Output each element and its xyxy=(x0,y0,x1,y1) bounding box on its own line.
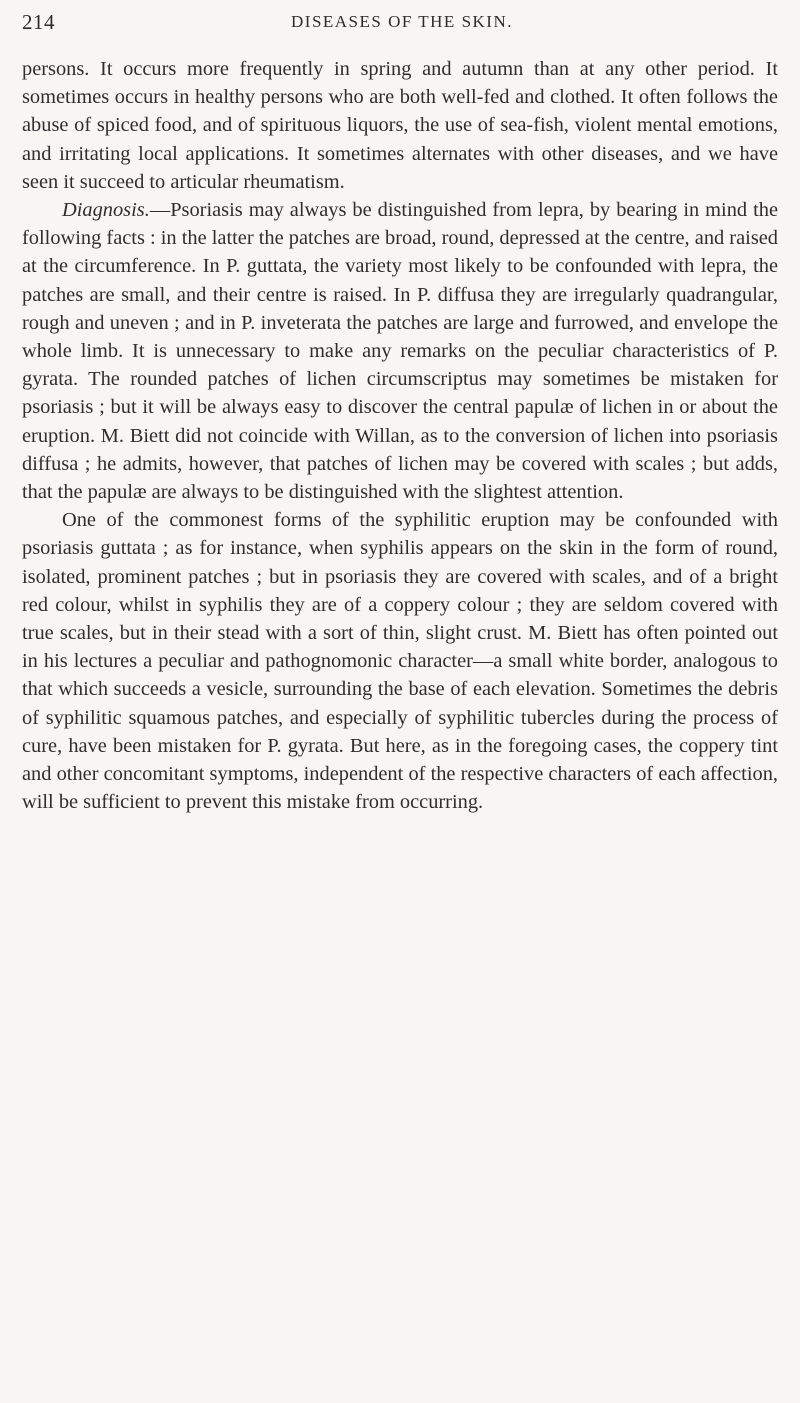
diagnosis-heading: Diagnosis. xyxy=(62,199,150,222)
paragraph-1-text: persons. It occurs more frequently in spring and autumn than at any other period. It sometimes occurs in healthy persons who are both well-fed and clothed. It often follows the abuse of spiced food, and of spirituous liquors, the use of sea-fish, violent mental emotions, and irritating local applications. It sometimes alternates with other diseases, and we have seen it succeed to articular rheumatism. xyxy=(22,58,778,193)
paragraph-diagnosis xyxy=(22,196,778,506)
page-header xyxy=(22,10,782,44)
running-title: DISEASES OF THE SKIN. xyxy=(291,12,513,31)
paragraph-1 xyxy=(22,55,778,196)
paragraph-3 xyxy=(22,506,778,816)
paragraph-3-text: One of the commonest forms of the syphilitic eruption may be confounded with psoriasis guttata ; as for instance, when syphilis appears on the skin in the form of round, isolated, prominent patches ; but in psoriasis they are covered with scales, and of a bright red colour, whilst in syphilis they are of a coppery colour ; they are seldom covered with true scales, but in their stead with a sort of thin, slight crust. M. Biett has often pointed out in his lectures a peculiar and pathognomonic character—a small white border, analogous to that which succeeds a vesicle, surrounding the base of each elevation. Sometimes the debris of syphilitic squamous patches, and especially of syphilitic tubercles during the process of cure, have been mistaken for P. gyrata. But here, as in the foregoing cases, the coppery tint and other concomitant symptoms, independent of the respective characters of each affection, will be sufficient to prevent this mistake from occurring. xyxy=(22,509,778,814)
page-number: 214 xyxy=(22,10,55,34)
paragraph-2-text: —Psoriasis may always be distinguished from lepra, by bearing in mind the following facts : in the latter the patches are broad, round, depressed at the centre, and raised at the circumference. In P. guttata, the variety most likely to be confounded with lepra, the patches are small, and their centre is raised. In P. diffusa they are irregularly quadrangular, rough and uneven ; and in P. inveterata the patches are large and furrowed, and envelope the whole limb. It is unnecessary to make any remarks on the peculiar characteristics of P. gyrata. The rounded patches of lichen circumscriptus may sometimes be mistaken for psoriasis ; but it will be always easy to discover the central papulæ of lichen in or about the eruption. M. Biett did not coincide with Willan, as to the conversion of lichen into psoriasis diffusa ; he admits, however, that patches of lichen may be covered with scales ; but adds, that the papulæ are always to be distinguished with the slightest attention. xyxy=(22,199,778,504)
body-text xyxy=(22,55,778,816)
